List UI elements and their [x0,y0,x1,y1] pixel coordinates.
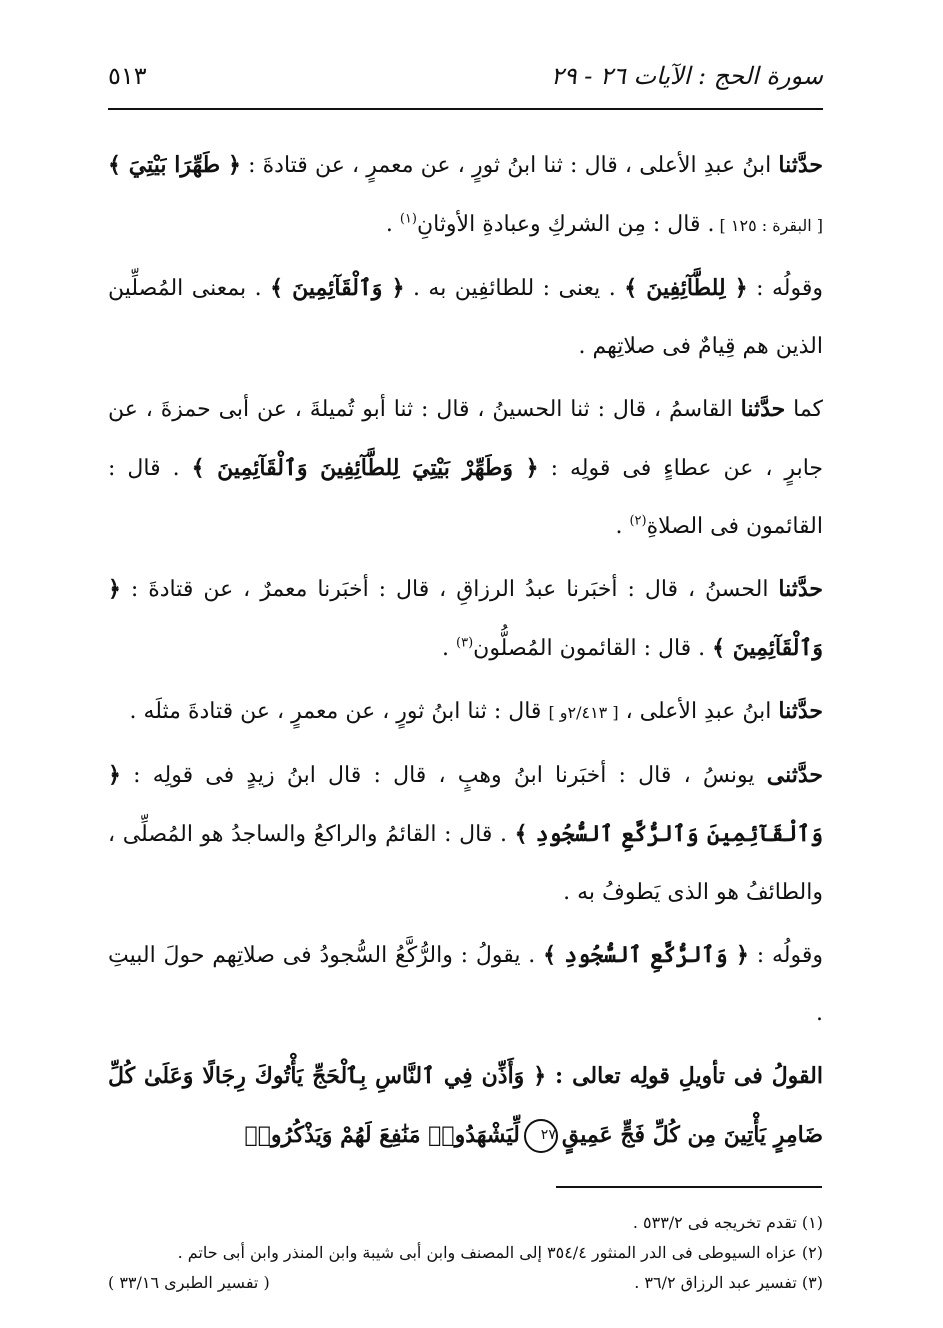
paragraph-text: . [442,636,457,661]
footnotes [108,1208,823,1298]
paragraph-text: . قال : القائمون فى الصلاةِ [108,456,823,539]
paragraph-7 [108,926,823,1043]
header-divider [108,108,823,110]
quran-quote: ﴿ وَطَهِّرْ بَيْتِيَ لِلطَّآئِفِينَ وَٱلْقَآئِمِينَ ﴾ [191,455,539,481]
paragraph-text: كما [785,397,824,422]
quran-quote: ﴿ وَٱلْقَآئِمِينَ وَٱلرُّكَّعِ ٱلسُّجُودِ ﴾ [108,762,823,847]
paragraph-text: ابنُ عبدِ الأعلى ، قال : ثنا ابنُ ثورٍ ، عن معمرٍ ، عن قتادةَ : [240,153,779,178]
paragraph-8 [108,1047,823,1165]
running-header [108,58,823,100]
footnote-divider [556,1186,822,1188]
paragraph-text: . [385,212,400,237]
paragraph-3 [108,380,823,556]
footnote-row [108,1268,823,1298]
quran-verse: لِّيَشْهَدُوا۟ مَنَٰفِعَ لَهُمْ وَيَذْكُرُوا۟ [244,1122,520,1148]
running-title: سورة الحج : الآيات ٢٦ - ٢٩ [550,62,823,90]
main-text [108,136,823,1169]
paragraph-text: . يعنى : للطائفِين به . [404,276,625,301]
quran-quote: ﴿ وَٱلرُّكَّعِ ٱلسُّجُودِ ﴾ [543,942,749,968]
quran-quote: ﴿ طَهِّرَا بَيْتِيَ ﴾ [108,152,241,178]
quran-verse: ﴿ وَأَذِّن فِي ٱلنَّاسِ بِٱلْحَجِّ يَأْتُوكَ رِجَالًا وَعَلَىٰ كُلِّ ضَامِرٍ يَأْتِينَ مِن كُلِّ فَجٍّ عَمِيقٍ [108,1063,823,1148]
manuscript-folio-reference: [ ٢/٤١٣و ] [548,703,619,722]
footnote-item: (٢) عزاه السيوطى فى الدر المنثور ٣٥٤/٤ إلى المصنف وابن أبى شيبة وابن المنذر وابن أبى حاتم . [177,1243,823,1262]
paragraph-text: . يقولُ : والرُّكَّعُ السُّجودُ فى صلاتِهم حولَ البيتِ . [108,943,823,1026]
quran-quote: ﴿ وَٱلْقَآئِمِينَ ﴾ [270,275,405,301]
narration-lead: حدَّثنى [766,762,823,788]
paragraph-text: القاسمُ ، قال : ثنا الحسينُ ، قال : ثنا أبو تُميلةَ ، عن أبى حمزةَ ، عن جابرٍ ، عن عطاءٍ فى قولِه : [108,397,823,481]
narration-lead: حدَّثنا [778,698,823,724]
paragraph-text: . قال : القائمون المُصلُّون [473,636,713,661]
paragraph-text: . بمعنى المُصلِّين الذين هم قِيامٌ فى صلاتِهم . [108,276,823,359]
paragraph-text: وقولُه : [748,943,823,968]
footnote-marker: (٣) [456,635,474,651]
footnote-item: (٣) تفسير عبد الرزاق ٣٦/٢ . [634,1273,823,1292]
footnote-marker: (٢) [629,513,647,529]
quran-quote: ﴿ وَٱلْقَآئِمِينَ ﴾ [108,576,823,661]
paragraph-1 [108,136,823,255]
surah-reference: [ البقرة : ١٢٥ ] [714,216,823,235]
footnote-item: (١) تقدم تخريجه فى ٥٣٣/٢ . [632,1213,823,1232]
paragraph-4 [108,560,823,678]
ayah-number-marker: ٢٧ [524,1119,558,1153]
paragraph-text: . قال : القائمُ والراكعُ والساجدُ هو المُصلِّى ، والطائفُ هو الذى يَطوفُ به . [108,822,823,905]
paragraph-6 [108,746,823,922]
page-number: ٥١٣ [108,62,147,90]
narration-lead: حدَّثنا [778,152,823,178]
paragraph-text: قال : ثنا ابنُ ثورٍ ، عن معمرٍ ، عن قتادةَ مثلَه . [129,699,549,724]
paragraph-text: . [615,514,630,539]
section-heading: القولُ فى تأويلِ قولِه تعالى : [546,1063,823,1089]
paragraph-text: . قال : مِن الشركِ وعبادةِ الأوثانِ [416,212,715,237]
narration-lead: حدَّثنا [778,576,823,602]
paragraph-text: يونسُ ، قال : أخبَرنا ابنُ وهبٍ ، قال : قال ابنُ زيدٍ فى قولِه : [120,763,767,788]
paragraph-text: وقولُه : [747,276,823,301]
paragraph-text: الحسنُ ، قال : أخبَرنا عبدُ الرزاقِ ، قال : أخبَرنا معمرٌ ، عن قتادةَ : [120,577,779,602]
footnote-marker: (١) [399,211,417,227]
paragraph-text: ابنُ عبدِ الأعلى ، [618,699,779,724]
quran-quote: ﴿ لِلطَّآئِفِينَ ﴾ [624,275,748,301]
paragraph-5 [108,682,823,742]
paragraph-2 [108,259,823,376]
narration-lead: حدَّثنا [740,396,786,422]
edition-signature: ( تفسير الطبرى ٣٣/١٦ ) [108,1273,270,1292]
